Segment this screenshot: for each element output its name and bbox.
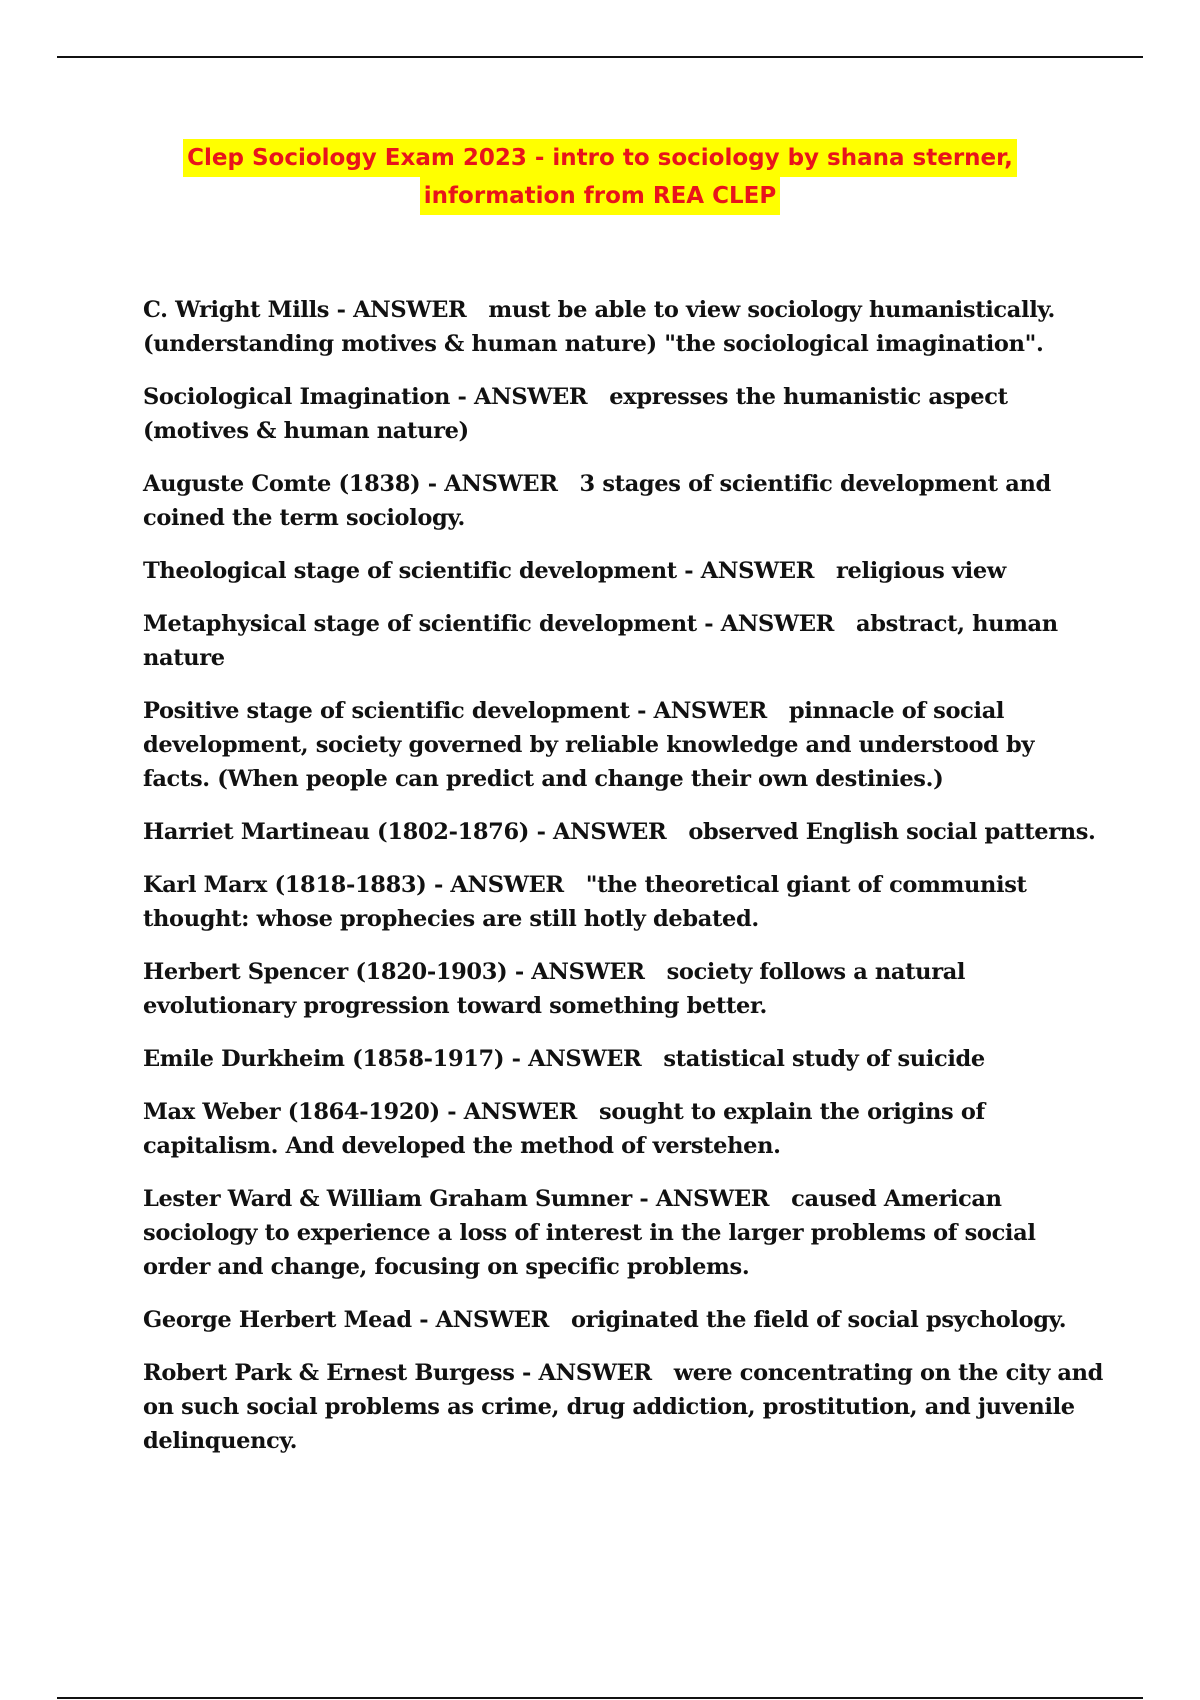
qa-entry	[143, 694, 1103, 796]
qa-entry	[143, 293, 1103, 361]
qa-entry	[143, 380, 1103, 448]
title-line-1: Clep Sociology Exam 2023 - intro to sociology by shana sterner,	[183, 139, 1017, 177]
entry-term: Karl Marx (1818-1883) - ANSWER	[143, 872, 564, 898]
entry-term: Max Weber (1864-1920) - ANSWER	[143, 1099, 577, 1125]
entry-term: Herbert Spencer (1820-1903) - ANSWER	[143, 959, 645, 985]
qa-entry	[143, 1356, 1103, 1458]
entry-definition: originated the field of social psychology.	[570, 1307, 1067, 1333]
entry-definition: must be able to view sociology humanistically. (understanding motives & human nature) "the sociological imagination".	[143, 297, 1056, 357]
bottom-rule	[57, 1697, 1143, 1699]
document-title	[0, 139, 1200, 215]
entry-definition: expresses the humanistic aspect (motives & human nature)	[143, 384, 1008, 444]
top-rule	[57, 56, 1143, 58]
entry-term: C. Wright Mills - ANSWER	[143, 297, 467, 323]
entry-definition: society follows a natural evolutionary progression toward something better.	[143, 959, 966, 1019]
entry-definition: statistical study of suicide	[663, 1046, 985, 1072]
entry-term: Theological stage of scientific development - ANSWER	[143, 558, 815, 584]
qa-entry	[143, 815, 1103, 849]
entry-term: Robert Park & Ernest Burgess - ANSWER	[143, 1360, 652, 1386]
entry-term: Positive stage of scientific development - ANSWER	[143, 698, 767, 724]
qa-entry	[143, 1303, 1103, 1337]
qa-entry	[143, 868, 1103, 936]
qa-entry	[143, 1042, 1103, 1076]
entry-term: Lester Ward & William Graham Sumner - ANSWER	[143, 1186, 770, 1212]
entry-definition: were concentrating on the city and on such social problems as crime, drug addiction, prostitution, and juvenile delinquency.	[143, 1360, 1104, 1454]
qa-entry	[143, 554, 1103, 588]
entry-definition: pinnacle of social development, society governed by reliable knowledge and understood by facts. (When people can predict and change their own destinies.)	[143, 698, 1035, 792]
title-line-2: information from REA CLEP	[420, 177, 780, 215]
entry-definition: sought to explain the origins of capitalism. And developed the method of verstehen.	[143, 1099, 985, 1159]
entry-definition: abstract, human nature	[143, 611, 1058, 671]
entry-definition: "the theoretical giant of communist thought: whose prophecies are still hotly debated.	[143, 872, 1027, 932]
entry-term: Sociological Imagination - ANSWER	[143, 384, 588, 410]
entry-term: Emile Durkheim (1858-1917) - ANSWER	[143, 1046, 642, 1072]
entry-term: Harriet Martineau (1802-1876) - ANSWER	[143, 819, 667, 845]
entry-term: Metaphysical stage of scientific development - ANSWER	[143, 611, 835, 637]
qa-entry	[143, 467, 1103, 535]
qa-entry	[143, 607, 1103, 675]
qa-list	[143, 293, 1103, 1477]
qa-entry	[143, 1182, 1103, 1284]
entry-term: Auguste Comte (1838) - ANSWER	[143, 471, 558, 497]
entry-definition: 3 stages of scientific development and coined the term sociology.	[143, 471, 1051, 531]
qa-entry	[143, 1095, 1103, 1163]
entry-definition: observed English social patterns.	[688, 819, 1096, 845]
entry-term: George Herbert Mead - ANSWER	[143, 1307, 549, 1333]
entry-definition: religious view	[836, 558, 1006, 584]
qa-entry	[143, 955, 1103, 1023]
entry-definition: caused American sociology to experience a loss of interest in the larger problems of social order and change, focusing on specific problems.	[143, 1186, 1036, 1280]
